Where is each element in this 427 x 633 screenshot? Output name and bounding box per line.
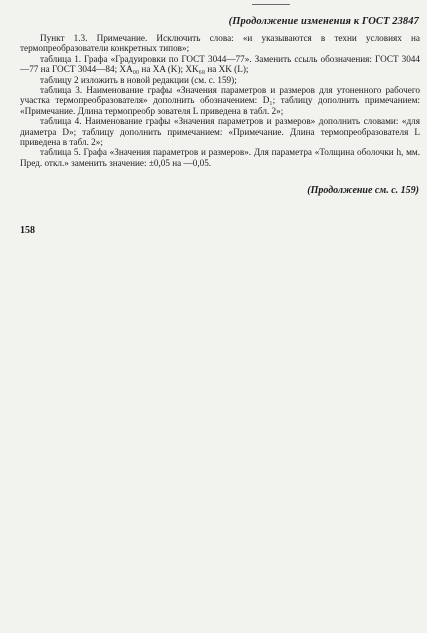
paragraph-clause-1-3: Пункт 1.3. Примечание. Исключить слова: «и указываются в техни условиях на термопреобразователи конкретных типов»; [20, 33, 420, 54]
page-number: 158 [20, 225, 35, 236]
continuation-header: (Продолжение изменения к ГОСТ 23847 [228, 16, 419, 27]
paragraph-table-2: таблицу 2 изложить в новой редакции (см. с. 159); [40, 74, 237, 85]
paragraph-table-5: таблица 5. Графа «Значения параметров и размеров». Для параметра «Толщина оболочки h, мм. Пред. откл.» заменить значение: ±0,05 на —0,05. [20, 147, 420, 168]
top-rule [252, 4, 290, 5]
paragraph-table-1: таблица 1. Графа «Градуировки по ГОСТ 3044—77». Заменить ссыль обозначения: ГОСТ 3044—77 на ГОСТ 3044—84; XA₀₀ на XA (K); XK₆₈ на XK (L); [20, 53, 420, 75]
continued-note: (Продолжение см. с. 159) [307, 185, 419, 196]
paragraph-table-4: таблица 4. Наименование графы «Значения параметров и размеров» дополнить словами: «для диаметра D»; таблицу дополнить примечанием: «Примечание. Длина термопреобразователя L приведена в табл. 2»; [20, 116, 420, 148]
amendment-text [20, 33, 420, 168]
paragraph-table-3: таблица 3. Наименование графы «Значения параметров и размеров для утоненного рабочего участка термопреобразователя» дополнить обозначением: D₁; таблицу дополнить примечанием: «Примечание. Длина термопреобр зователя L приведена в табл. 2»; [20, 85, 420, 116]
